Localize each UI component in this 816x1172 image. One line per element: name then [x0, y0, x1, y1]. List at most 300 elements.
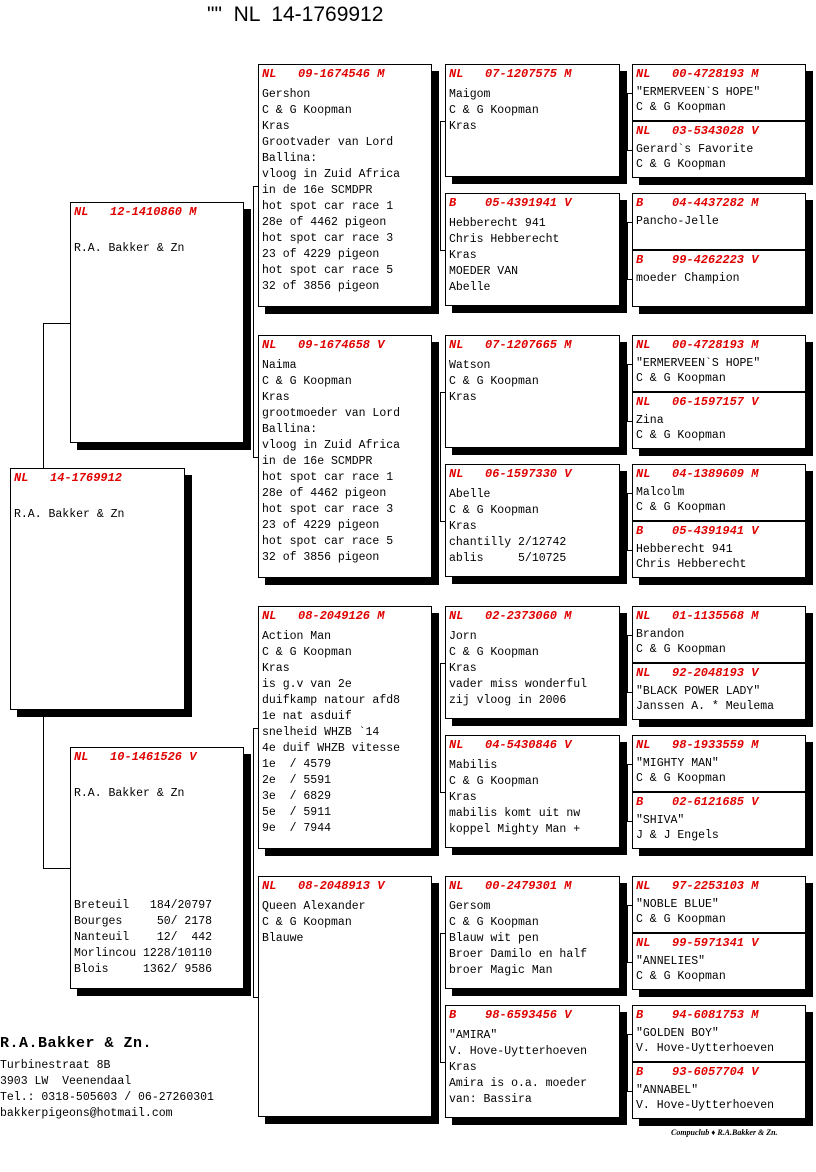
ring-country: NL: [636, 936, 651, 950]
pigeon-info-line: [74, 802, 243, 818]
pigeon-info-line: moeder Champion: [636, 272, 740, 285]
ring-number-header: [262, 337, 431, 358]
pigeon-info-line: Kras: [449, 391, 477, 404]
ring-number-header: [636, 794, 805, 813]
pigeon-info-line: [74, 866, 243, 882]
pigeon-info-line: Action Man: [262, 630, 332, 643]
ring-country: NL: [449, 67, 464, 81]
pigeon-info-line: vader miss wonderful: [449, 678, 588, 691]
ring-ring: 12-1410860: [110, 205, 183, 219]
pigeon-info-line: C & G Koopman: [262, 646, 352, 659]
ring-number-header: [636, 252, 805, 271]
pigeon-info-line: Zina: [636, 414, 664, 427]
ring-number-header: [636, 935, 805, 954]
ring-sex: V: [377, 338, 385, 352]
ancestor-card-sssd[interactable]: [632, 121, 806, 178]
owner-phone: Tel.: 0318-505603 / 06-27260301: [0, 1091, 214, 1104]
pigeon-info-line: vloog in Zuid Africa: [262, 168, 401, 181]
pigeon-info-line: Jorn: [449, 630, 477, 643]
ring-sex: M: [564, 338, 572, 352]
ring-country: NL: [262, 338, 277, 352]
connector-line: [627, 1034, 628, 1091]
pigeon-info-line: Ballina:: [262, 423, 318, 436]
pigeon-info-line: V. Hove-Uytterhoeven: [449, 1045, 588, 1058]
pigeon-info-line: Ballina:: [262, 152, 318, 165]
owner-name: R.A.Bakker & Zn.: [0, 1035, 153, 1052]
connector-line: [627, 493, 628, 550]
pigeon-info-line: [74, 225, 243, 241]
ancestor-card-sdds[interactable]: [632, 464, 806, 521]
pigeon-info-line: hot spot car race 3: [262, 232, 394, 245]
ancestor-card-ss[interactable]: [258, 64, 432, 307]
ring-country: NL: [636, 879, 651, 893]
ring-number-header: [449, 737, 619, 758]
pigeon-info-line: V. Hove-Uytterhoeven: [636, 1099, 775, 1112]
ring-sex: M: [377, 609, 385, 623]
connector-line: [43, 323, 70, 324]
pigeon-info-line: Kras: [262, 662, 290, 675]
pigeon-info-line: Naima: [262, 359, 297, 372]
pigeon-info-line: 32 of 3856 pigeon: [262, 551, 380, 564]
ring-sex: V: [564, 1008, 572, 1022]
ring-number-header: [636, 195, 805, 214]
ring-sex: M: [751, 67, 759, 81]
pigeon-info-line: "ANNABEL": [636, 1084, 699, 1097]
pigeon-info-line: Mabilis: [449, 759, 498, 772]
ancestor-card-d[interactable]: [70, 747, 244, 989]
connector-line: [440, 392, 441, 521]
pigeon-info-line: "GOLDEN BOY": [636, 1027, 719, 1040]
pigeon-info-line: [74, 834, 243, 850]
ring-number-header: [636, 466, 805, 485]
pigeon-info-line: chantilly 2/12742: [449, 536, 567, 549]
ring-ring: 09-1674546: [298, 67, 371, 81]
ancestor-card-ssdd[interactable]: [632, 250, 806, 307]
ancestor-card-ddd[interactable]: [445, 1005, 620, 1118]
connector-line: [627, 635, 628, 692]
ring-ring: 97-2253103: [672, 879, 745, 893]
pigeon-info-line: Janssen A. * Meulema: [636, 700, 775, 713]
ring-number-header: [74, 749, 243, 770]
ring-number-header: [636, 608, 805, 627]
ring-ring: 92-2048193: [672, 666, 745, 680]
pigeon-info-line: J & J Engels: [636, 829, 719, 842]
ring-ring: 98-6593456: [485, 1008, 558, 1022]
pigeon-info-line: snelheid WHZB `14: [262, 726, 380, 739]
ring-country: NL: [636, 338, 651, 352]
pigeon-info-line: 9e / 7944: [262, 822, 332, 835]
pigeon-info-line: 23 of 4229 pigeon: [262, 248, 380, 261]
pigeon-info-line: Amira is o.a. moeder: [449, 1077, 588, 1090]
ring-number-header: [262, 608, 431, 629]
ring-ring: 06-1597157: [672, 395, 745, 409]
pigeon-info-line: Kras: [449, 520, 477, 533]
ring-sex: V: [564, 467, 572, 481]
pigeon-info-line: Abelle: [449, 281, 491, 294]
connector-line: [253, 728, 254, 997]
connector-line: [440, 121, 441, 250]
pigeon-info-line: Hebberecht 941: [449, 217, 546, 230]
pigeon-info-line: "AMIRA": [449, 1029, 498, 1042]
connector-line: [627, 93, 628, 150]
pigeon-info-line: Broer Damilo en half: [449, 948, 588, 961]
pigeon-info-line: hot spot car race 5: [262, 535, 394, 548]
pigeon-info-line: C & G Koopman: [449, 504, 539, 517]
pigeon-info-line: MOEDER VAN: [449, 265, 519, 278]
ring-number-header: [636, 878, 805, 897]
ring-number-header: [636, 394, 805, 413]
pigeon-info-line: C & G Koopman: [449, 104, 539, 117]
pigeon-info-line: Maigom: [449, 88, 491, 101]
connector-line: [43, 868, 70, 869]
pigeon-info-line: mabilis komt uit nw: [449, 807, 581, 820]
ring-country: NL: [449, 467, 464, 481]
pigeon-info-line: 5e / 5911: [262, 806, 332, 819]
pigeon-info-line: koppel Mighty Man +: [449, 823, 581, 836]
ring-ring: 99-5971341: [672, 936, 745, 950]
connector-line: [627, 364, 628, 421]
pedigree-title: "" NL 14-1769912: [207, 3, 384, 26]
ring-country: B: [449, 1008, 457, 1022]
ring-sex: V: [189, 750, 197, 764]
pigeon-info-line: Chris Hebberecht: [449, 233, 560, 246]
ring-number-header: [262, 66, 431, 87]
ring-ring: 14-1769912: [50, 471, 123, 485]
pigeon-info-line: vloog in Zuid Africa: [262, 439, 401, 452]
ancestor-card-s[interactable]: [70, 202, 244, 443]
ring-ring: 05-4391941: [485, 196, 558, 210]
ring-number-header: [636, 337, 805, 356]
pigeon-info-line: C & G Koopman: [636, 643, 726, 656]
ring-ring: 08-2049126: [298, 609, 371, 623]
ring-country: NL: [636, 395, 651, 409]
ring-country: B: [636, 253, 644, 267]
pigeon-info-line: Morlincou 1228/10110: [74, 947, 213, 960]
ring-sex: M: [751, 467, 759, 481]
ring-ring: 10-1461526: [110, 750, 183, 764]
ring-number-header: [636, 1007, 805, 1026]
ring-ring: 03-5343028: [672, 124, 745, 138]
pigeon-info-line: Hebberecht 941: [636, 543, 733, 556]
ancestor-card-dd[interactable]: [258, 876, 432, 1117]
pigeon-info-line: Kras: [449, 120, 477, 133]
ring-ring: 05-4391941: [672, 524, 745, 538]
owner-email: bakkerpigeons@hotmail.com: [0, 1107, 173, 1120]
pigeon-info-line: "BLACK POWER LADY": [636, 685, 761, 698]
pigeon-info-line: 23 of 4229 pigeon: [262, 519, 380, 532]
pigeon-info-line: C & G Koopman: [636, 772, 726, 785]
pigeon-info-line: "ERMERVEEN`S HOPE": [636, 86, 761, 99]
pigeon-info-line: ablis 5/10725: [449, 552, 567, 565]
ring-number-header: [636, 665, 805, 684]
ring-sex: M: [751, 338, 759, 352]
ring-sex: M: [751, 1008, 759, 1022]
pigeon-info-line: hot spot car race 1: [262, 471, 394, 484]
pigeon-info-line: Gerard`s Favorite: [636, 143, 754, 156]
ring-number-header: [636, 737, 805, 756]
pigeon-info-line: "ANNELIES": [636, 955, 706, 968]
ancestor-card-sds[interactable]: [445, 335, 620, 448]
ring-sex: M: [377, 67, 385, 81]
pigeon-info-line: C & G Koopman: [262, 104, 352, 117]
ancestor-card-ds[interactable]: [258, 606, 432, 849]
ring-ring: 04-1389609: [672, 467, 745, 481]
ring-sex: V: [377, 879, 385, 893]
pigeon-info-line: [74, 850, 243, 866]
ring-number-header: [449, 66, 619, 87]
ancestor-card-dsdd[interactable]: [632, 792, 806, 849]
ring-sex: M: [751, 738, 759, 752]
pigeon-info-line: in de 16e SCMDPR: [262, 184, 373, 197]
pigeon-info-line: C & G Koopman: [636, 101, 726, 114]
ring-number-header: [262, 878, 431, 899]
ring-sex: M: [564, 609, 572, 623]
pigeon-info-line: [14, 491, 184, 507]
connector-line: [627, 222, 628, 279]
ring-sex: V: [751, 253, 759, 267]
ring-country: NL: [636, 467, 651, 481]
pigeon-info-line: [74, 882, 243, 898]
ring-sex: V: [751, 1065, 759, 1079]
ancestor-card-ssss[interactable]: [632, 64, 806, 121]
ancestor-card-dssd[interactable]: [632, 663, 806, 720]
pigeon-info-line: Kras: [262, 120, 290, 133]
pigeon-info-line: Gershon: [262, 88, 311, 101]
ring-country: NL: [636, 738, 651, 752]
pigeon-info-line: R.A. Bakker & Zn: [74, 242, 185, 255]
ring-country: B: [636, 795, 644, 809]
ancestor-card-sdss[interactable]: [632, 335, 806, 392]
ring-ring: 07-1207665: [485, 338, 558, 352]
ring-number-header: [74, 204, 243, 225]
ring-country: NL: [262, 879, 277, 893]
subject-pigeon-card[interactable]: [10, 468, 185, 710]
ring-sex: M: [751, 879, 759, 893]
ring-country: NL: [449, 879, 464, 893]
pigeon-info-line: Chris Hebberecht: [636, 558, 747, 571]
ring-number-header: [14, 470, 184, 491]
pigeon-info-line: V. Hove-Uytterhoeven: [636, 1042, 775, 1055]
ring-country: NL: [262, 67, 277, 81]
pigeon-info-line: [74, 770, 243, 786]
ring-sex: V: [564, 196, 572, 210]
ring-country: NL: [636, 609, 651, 623]
ancestor-card-dsd[interactable]: [445, 735, 620, 848]
pigeon-info-line: 28e of 4462 pigeon: [262, 216, 387, 229]
ancestor-card-ssds[interactable]: [632, 193, 806, 250]
pigeon-info-line: C & G Koopman: [636, 501, 726, 514]
pigeon-info-line: is g.v van 2e: [262, 678, 352, 691]
pigeon-info-line: C & G Koopman: [449, 375, 539, 388]
pigeon-info-line: Nanteuil 12/ 442: [74, 931, 213, 944]
pigeon-info-line: duifkamp natour afd8: [262, 694, 401, 707]
pigeon-info-line: C & G Koopman: [636, 372, 726, 385]
pigeon-info-line: Blois 1362/ 9586: [74, 963, 213, 976]
ring-sex: M: [564, 879, 572, 893]
ring-number-header: [449, 337, 619, 358]
ring-country: NL: [74, 205, 89, 219]
pigeon-info-line: Kras: [449, 662, 477, 675]
pigeon-info-line: 28e of 4462 pigeon: [262, 487, 387, 500]
software-credit: Compuclub ♦ R.A.Bakker & Zn.: [671, 1128, 778, 1137]
pigeon-info-line: 32 of 3856 pigeon: [262, 280, 380, 293]
connector-line: [440, 933, 441, 1062]
pigeon-info-line: 1e nat asduif: [262, 710, 352, 723]
pigeon-info-line: zij vloog in 2006: [449, 694, 567, 707]
ring-sex: M: [751, 609, 759, 623]
ring-ring: 93-6057704: [672, 1065, 745, 1079]
pigeon-info-line: Watson: [449, 359, 491, 372]
connector-line: [627, 905, 628, 962]
ring-number-header: [449, 466, 619, 487]
ancestor-card-ddss[interactable]: [632, 876, 806, 933]
ancestor-card-sddd[interactable]: [632, 521, 806, 578]
pigeon-info-line: "ERMERVEEN`S HOPE": [636, 357, 761, 370]
ring-ring: 09-1674658: [298, 338, 371, 352]
pigeon-info-line: Blauwe: [262, 932, 304, 945]
ring-country: NL: [449, 609, 464, 623]
pigeon-info-line: C & G Koopman: [262, 916, 352, 929]
ring-country: NL: [74, 750, 89, 764]
ring-sex: V: [751, 666, 759, 680]
pigeon-info-line: C & G Koopman: [636, 429, 726, 442]
pigeon-info-line: Grootvader van Lord: [262, 136, 394, 149]
ancestor-card-dsds[interactable]: [632, 735, 806, 792]
pigeon-info-line: Pancho-Jelle: [636, 215, 719, 228]
ring-sex: V: [751, 524, 759, 538]
pigeon-info-line: Queen Alexander: [262, 900, 366, 913]
connector-line: [253, 186, 254, 457]
ring-number-header: [449, 195, 619, 216]
ring-country: NL: [449, 338, 464, 352]
ancestor-card-sdsd[interactable]: [632, 392, 806, 449]
ring-ring: 00-2479301: [485, 879, 558, 893]
pigeon-info-line: Breteuil 184/20797: [74, 899, 213, 912]
pigeon-info-line: Brandon: [636, 628, 685, 641]
ancestor-card-dds[interactable]: [445, 876, 620, 989]
ring-sex: M: [564, 67, 572, 81]
pigeon-info-line: R.A. Bakker & Zn: [14, 508, 125, 521]
ring-country: NL: [262, 609, 277, 623]
pigeon-info-line: Blauw wit pen: [449, 932, 539, 945]
ancestor-card-ddds[interactable]: [632, 1005, 806, 1062]
ring-sex: V: [751, 936, 759, 950]
ring-sex: V: [751, 395, 759, 409]
ring-ring: 99-4262223: [672, 253, 745, 267]
ring-sex: M: [751, 196, 759, 210]
ring-number-header: [636, 523, 805, 542]
ring-ring: 00-4728193: [672, 338, 745, 352]
pigeon-info-line: broer Magic Man: [449, 964, 553, 977]
pigeon-info-line: C & G Koopman: [636, 158, 726, 171]
pigeon-info-line: Gersom: [449, 900, 491, 913]
ring-country: B: [636, 1065, 644, 1079]
ring-ring: 02-6121685: [672, 795, 745, 809]
ring-country: B: [636, 524, 644, 538]
pigeon-info-line: hot spot car race 5: [262, 264, 394, 277]
pigeon-info-line: van: Bassira: [449, 1093, 532, 1106]
pigeon-info-line: hot spot car race 1: [262, 200, 394, 213]
ring-country: NL: [449, 738, 464, 752]
pigeon-info-line: Kras: [449, 1061, 477, 1074]
ring-ring: 98-1933559: [672, 738, 745, 752]
ring-ring: 94-6081753: [672, 1008, 745, 1022]
pigeon-info-line: 1e / 4579: [262, 758, 332, 771]
ring-country: B: [636, 1008, 644, 1022]
ring-sex: M: [189, 205, 197, 219]
pigeon-info-line: Kras: [449, 249, 477, 262]
pigeon-info-line: C & G Koopman: [636, 913, 726, 926]
pigeon-info-line: C & G Koopman: [262, 375, 352, 388]
ancestor-card-sd[interactable]: [258, 335, 432, 578]
ring-number-header: [449, 608, 619, 629]
ring-sex: V: [751, 124, 759, 138]
pigeon-info-line: 3e / 6829: [262, 790, 332, 803]
ring-country: NL: [14, 471, 29, 485]
ring-number-header: [449, 1007, 619, 1028]
pigeon-info-line: Kras: [262, 391, 290, 404]
pigeon-info-line: C & G Koopman: [449, 775, 539, 788]
ring-ring: 08-2048913: [298, 879, 371, 893]
ancestor-card-sss[interactable]: [445, 64, 620, 177]
pigeon-info-line: [74, 818, 243, 834]
ring-number-header: [636, 66, 805, 85]
pigeon-info-line: Malcolm: [636, 486, 685, 499]
ring-ring: 07-1207575: [485, 67, 558, 81]
pigeon-info-line: in de 16e SCMDPR: [262, 455, 373, 468]
ring-sex: V: [751, 795, 759, 809]
ancestor-card-dsss[interactable]: [632, 606, 806, 663]
ring-country: B: [449, 196, 457, 210]
ancestor-card-sdd[interactable]: [445, 464, 620, 577]
ring-number-header: [636, 123, 805, 142]
ring-country: NL: [636, 124, 651, 138]
pigeon-info-line: "NOBLE BLUE": [636, 898, 719, 911]
connector-line: [440, 663, 441, 792]
pigeon-info-line: Bourges 50/ 2178: [74, 915, 213, 928]
ring-ring: 01-1135568: [672, 609, 745, 623]
ancestor-card-dss[interactable]: [445, 606, 620, 719]
pigeon-info-line: C & G Koopman: [636, 970, 726, 983]
pigeon-info-line: C & G Koopman: [449, 916, 539, 929]
pigeon-info-line: 4e duif WHZB vitesse: [262, 742, 401, 755]
pigeon-info-line: "MIGHTY MAN": [636, 757, 719, 770]
pigeon-info-line: grootmoeder van Lord: [262, 407, 401, 420]
ancestor-card-ssd[interactable]: [445, 193, 620, 306]
ancestor-card-ddsd[interactable]: [632, 933, 806, 990]
owner-address: Turbinestraat 8B: [0, 1059, 111, 1072]
ring-ring: 00-4728193: [672, 67, 745, 81]
ring-ring: 04-4437282: [672, 196, 745, 210]
ring-sex: V: [564, 738, 572, 752]
ring-number-header: [636, 1064, 805, 1083]
pigeon-info-line: Abelle: [449, 488, 491, 501]
connector-line: [627, 764, 628, 821]
pigeon-info-line: Kras: [449, 791, 477, 804]
pigeon-info-line: R.A. Bakker & Zn: [74, 787, 185, 800]
ring-country: B: [636, 196, 644, 210]
ring-ring: 02-2373060: [485, 609, 558, 623]
ring-ring: 04-5430846: [485, 738, 558, 752]
pigeon-info-line: "SHIVA": [636, 814, 685, 827]
pigeon-info-line: C & G Koopman: [449, 646, 539, 659]
ring-number-header: [449, 878, 619, 899]
pigeon-info-line: hot spot car race 3: [262, 503, 394, 516]
ring-country: NL: [636, 666, 651, 680]
pigeon-info-line: 2e / 5591: [262, 774, 332, 787]
ancestor-card-dddd[interactable]: [632, 1062, 806, 1119]
ring-ring: 06-1597330: [485, 467, 558, 481]
